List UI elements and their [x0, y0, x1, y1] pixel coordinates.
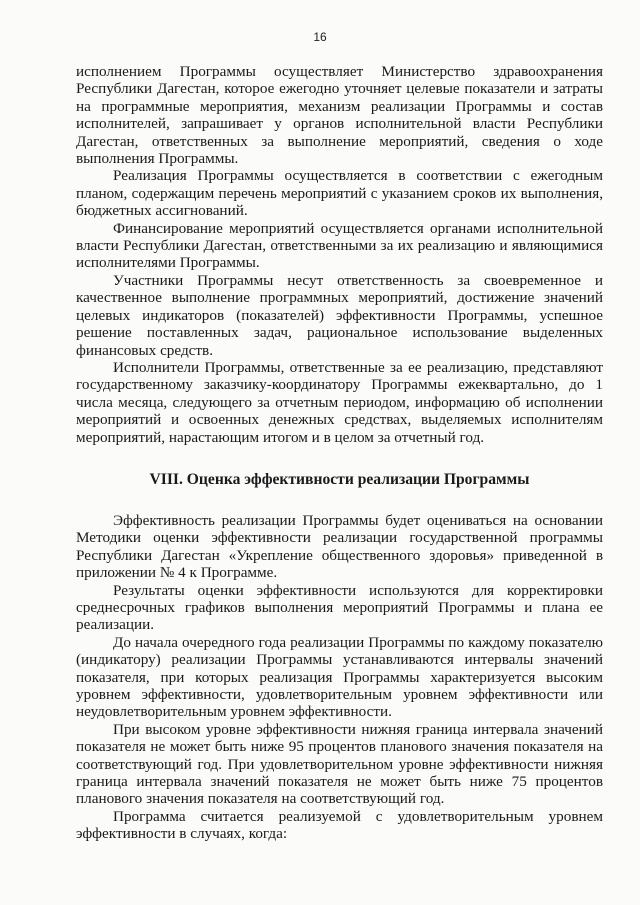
page-number: 16	[313, 30, 327, 44]
paragraph-implementation-plan: Реализация Программы осуществляется в соответствии с ежегодным планом, содержащим перечень мероприятий с указанием сроков их выполнения, бюджетных ассигнований.	[76, 167, 603, 220]
paragraph-efficiency-thresholds: При высоком уровне эффективности нижняя граница интервала значений показателя не может быть ниже 95 процентов планового значения показателя на соответствующий год. При удовлетворительном уровне эффективности нижняя граница интервала значений показателя не может быть ниже 75 процентов планового значения показателя на соответствующий год.	[76, 720, 603, 808]
paragraph-participants-responsibility: Участники Программы несут ответственность за своевременное и качественное выполнение программных мероприятий, достижение значений целевых индикаторов (показателей) эффективности Программы, успешное решение поставленных задач, рациональное использование выделенных финансовых средств.	[76, 271, 603, 359]
paragraph-financing: Финансирование мероприятий осуществляется органами исполнительной власти Республики Дагестан, ответственными за их реализацию и являющимися исполнителями Программы.	[76, 219, 603, 272]
paragraph-executors-reporting: Исполнители Программы, ответственные за ее реализацию, представляют государственному заказчику-координатору Программы ежеквартально, до 1 числа месяца, следующего за отчетным периодом, информацию об исполнении мероприятий и освоенных денежных средствах, выделяемых исполнителям мероприятий, нарастающим итогом и в целом за отчетный год.	[76, 358, 603, 446]
paragraph-control-continuation: исполнением Программы осуществляет Министерство здравоохранения Республики Дагестан, которое ежегодно уточняет целевые показатели и затраты на программные мероприятия, механизм реализации Программы и состав исполнителей, запрашивает у органов исполнительной власти Республики Дагестан, ответственных за выполнение мероприятий, сведения о ходе выполнения Программы.	[76, 63, 603, 168]
paragraph-indicator-intervals: До начала очередного года реализации Программы по каждому показателю (индикатору) реализации Программы устанавливаются интервалы значений показателя, при которых реализация Программы характеризуется высоким уровнем эффективности, удовлетворительным уровнем эффективности или неудовлетворительным уровнем эффективности.	[76, 633, 603, 721]
paragraph-evaluation-results: Результаты оценки эффективности используются для корректировки среднесрочных графиков выполнения мероприятий Программы и плана ее реализации.	[76, 581, 603, 634]
paragraph-satisfactory-conditions: Программа считается реализуемой с удовлетворительным уровнем эффективности в случаях, когда:	[76, 807, 603, 843]
section-heading: VIII. Оценка эффективности реализации Программы	[149, 470, 530, 488]
page-content	[76, 63, 603, 843]
paragraph-effectiveness-methodology: Эффективность реализации Программы будет оцениваться на основании Методики оценки эффективности реализации государственной программы Республики Дагестан «Укрепление общественного здоровья» приведенной в приложении № 4 к Программе.	[76, 511, 603, 582]
